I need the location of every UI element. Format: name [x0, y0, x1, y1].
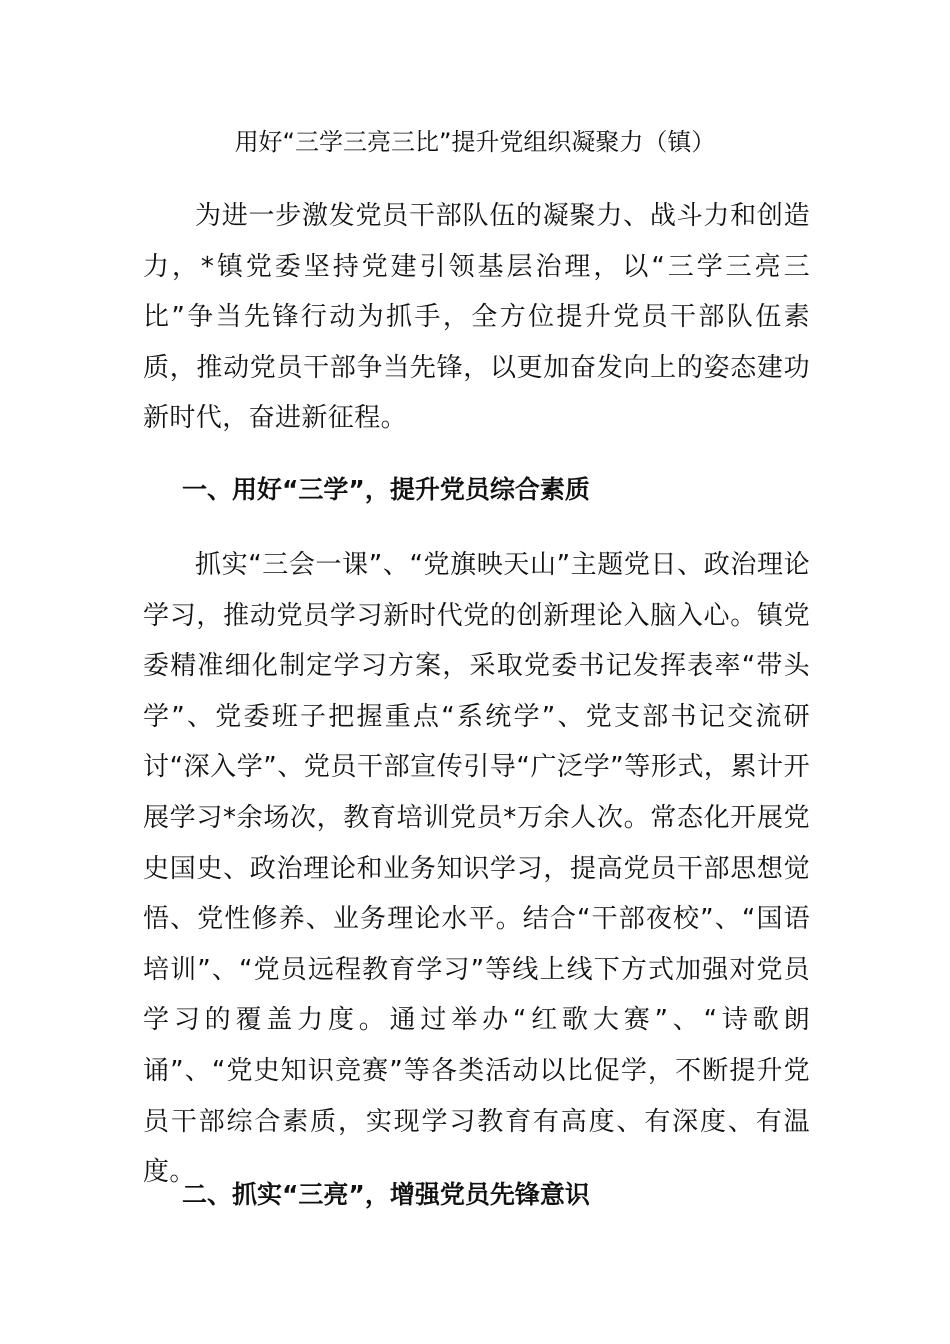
- intro-paragraph: 为进一步激发党员干部队伍的凝聚力、战斗力和创造力，*镇党委坚持党建引领基层治理，以“三学三亮三比”争当先锋行动为抓手，全方位提升党员干部队伍素质，推动党员干部争当先锋，以更加奋发向上的姿态建功新时代，奋进新征程。: [143, 201, 810, 434]
- section-1-paragraph: 抓实“三会一课”、“党旗映天山”主题党日、政治理论学习，推动党员学习新时代党的创新理论入脑入心。镇党委精准细化制定学习方案，采取党委书记发挥表率“带头学”、党委班子把握重点“系统学”、党支部书记交流研讨“深入学”、党员干部宣传引导“广泛学”等形式，累计开展学习*余场次，教育培训党员*万余人次。常态化开展党史国史、政治理论和业务知识学习，提高党员干部思想觉悟、党性修养、业务理论水平。结合“干部夜校”、“国语培训”、“党员远程教育学习”等线上线下方式加强对党员学习的覆盖力度。通过举办“红歌大赛”、“诗歌朗诵”、“党史知识竞赛”等各类活动以比促学，不断提升党员干部综合素质，实现学习教育有高度、有深度、有温度。: [143, 550, 810, 1188]
- document-title: 用好“三学三亮三比”提升党组织凝聚力（镇）: [234, 128, 716, 156]
- section-2-heading: 二、抓实“三亮”，增强党员先锋意识: [182, 1180, 590, 1209]
- section-1-heading: 一、用好“三学”，提升党员综合素质: [182, 475, 590, 504]
